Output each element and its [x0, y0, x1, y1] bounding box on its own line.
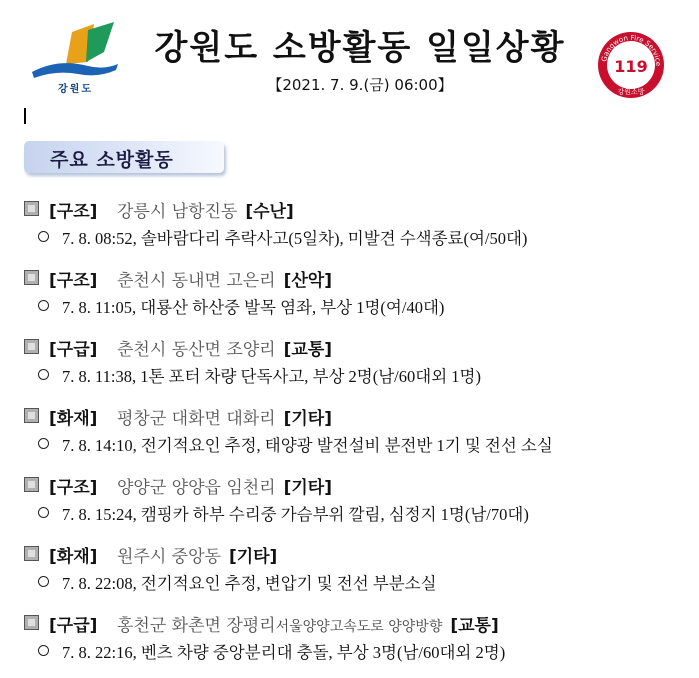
incident-location-line: [117, 542, 277, 567]
incident-location: 춘천시 동산면 조양리: [117, 340, 276, 360]
emblem-sub-label: 강원소방: [617, 88, 645, 96]
section-title-box: [24, 141, 224, 173]
incident-detail-line: [24, 432, 684, 468]
incident-detail-line: [24, 363, 684, 399]
incident-category: [구급]: [49, 340, 98, 360]
incident-kind: [기타]: [283, 478, 332, 498]
circle-bullet-icon: [38, 231, 49, 242]
incident-item: [24, 400, 684, 468]
circle-bullet-icon: [38, 507, 49, 518]
square-bullet-icon: [24, 615, 39, 630]
incident-category: [화재]: [49, 547, 98, 567]
circle-bullet-icon: [38, 300, 49, 311]
incident-detail: 7. 8. 11:05, 대룡산 하산중 발목 염좌, 부상 1명(여/40대): [62, 298, 445, 317]
incident-kind: [수난]: [245, 202, 294, 222]
incident-detail-line: [24, 225, 684, 261]
incident-category: [구급]: [49, 616, 98, 636]
incident-kind: [산악]: [283, 271, 332, 291]
incident-kind: [교통]: [450, 616, 499, 636]
document-title: 강원도 소방활동 일일상황: [154, 28, 566, 68]
incident-location: 춘천시 동내면 고은리: [117, 271, 276, 291]
incident-location-line: [117, 335, 332, 360]
incident-detail: 7. 8. 22:08, 전기적요인 추정, 변압기 및 전선 부분소실: [62, 574, 437, 593]
square-bullet-icon: [24, 477, 39, 492]
circle-bullet-icon: [38, 438, 49, 449]
province-logo-label: 강원도: [58, 84, 93, 95]
emblem-number: 119: [614, 57, 648, 76]
circle-bullet-icon: [38, 369, 49, 380]
incident-detail: 7. 8. 15:24, 캠핑카 하부 수리중 가슴부위 깔림, 심정지 1명(남/70대): [62, 505, 529, 524]
incident-detail: 7. 8. 22:16, 벤츠 차량 중앙분리대 충돌, 부상 3명(남/60대외 2명): [62, 643, 506, 662]
incident-header: [24, 331, 684, 363]
incident-category: [구조]: [49, 271, 98, 291]
section-title: 주요 소방활동: [50, 149, 174, 171]
square-bullet-icon: [24, 339, 39, 354]
document-header: [0, 0, 699, 100]
square-bullet-icon: [24, 546, 39, 561]
report-date: 【2021. 7. 9.(금) 06:00】: [267, 76, 453, 94]
incident-category: [구조]: [49, 478, 98, 498]
incident-header: [24, 469, 684, 501]
gangwon-fire-emblem: [596, 30, 666, 100]
incident-kind: [기타]: [283, 409, 332, 429]
square-bullet-icon: [24, 270, 39, 285]
incident-location-line: [117, 611, 499, 636]
emblem-ring-text: Gangwon Fire Service: [600, 33, 663, 67]
incident-category: [화재]: [49, 409, 98, 429]
incident-location: 강릉시 남항진동: [117, 202, 238, 222]
circle-bullet-icon: [38, 576, 49, 587]
incident-location-line: [117, 473, 332, 498]
incident-kind: [기타]: [228, 547, 278, 567]
incident-header: [24, 538, 684, 570]
incident-item: [24, 262, 684, 330]
incident-detail-line: [24, 639, 684, 675]
incident-header: [24, 193, 684, 225]
text-cursor: [24, 108, 26, 124]
incident-location: 홍천군 화촌면 장평리: [117, 616, 276, 636]
incident-location-sub: 서울양양고속도로 양양방향: [275, 619, 443, 635]
incident-detail: 7. 8. 08:52, 솔바람다리 추락사고(5일차), 미발견 수색종료(여/50대): [62, 229, 528, 248]
incident-header: [24, 607, 684, 639]
incident-item: [24, 538, 684, 606]
incident-item: [24, 331, 684, 399]
incident-detail: 7. 8. 14:10, 전기적요인 추정, 태양광 발전설비 분전반 1기 및 전선 소실: [62, 436, 553, 455]
incident-location: 원주시 중앙동: [117, 547, 221, 567]
incident-detail-line: [24, 501, 684, 537]
incident-location: 평창군 대화면 대화리: [117, 409, 276, 429]
incident-location-line: [117, 404, 332, 429]
incident-item: [24, 607, 684, 675]
incident-detail-line: [24, 570, 684, 606]
incident-item: [24, 469, 684, 537]
incident-item: [24, 193, 684, 261]
incident-detail: 7. 8. 11:38, 1톤 포터 차량 단독사고, 부상 2명(남/60대외 1명): [62, 367, 481, 386]
incident-location-line: [117, 197, 294, 222]
square-bullet-icon: [24, 408, 39, 423]
incident-category: [구조]: [49, 202, 98, 222]
incident-location: 양양군 양양읍 임천리: [117, 478, 276, 498]
incident-header: [24, 400, 684, 432]
incident-detail-line: [24, 294, 684, 330]
square-bullet-icon: [24, 201, 39, 216]
incident-kind: [교통]: [283, 340, 332, 360]
incident-location-line: [117, 266, 332, 291]
incident-header: [24, 262, 684, 294]
circle-bullet-icon: [38, 645, 49, 656]
